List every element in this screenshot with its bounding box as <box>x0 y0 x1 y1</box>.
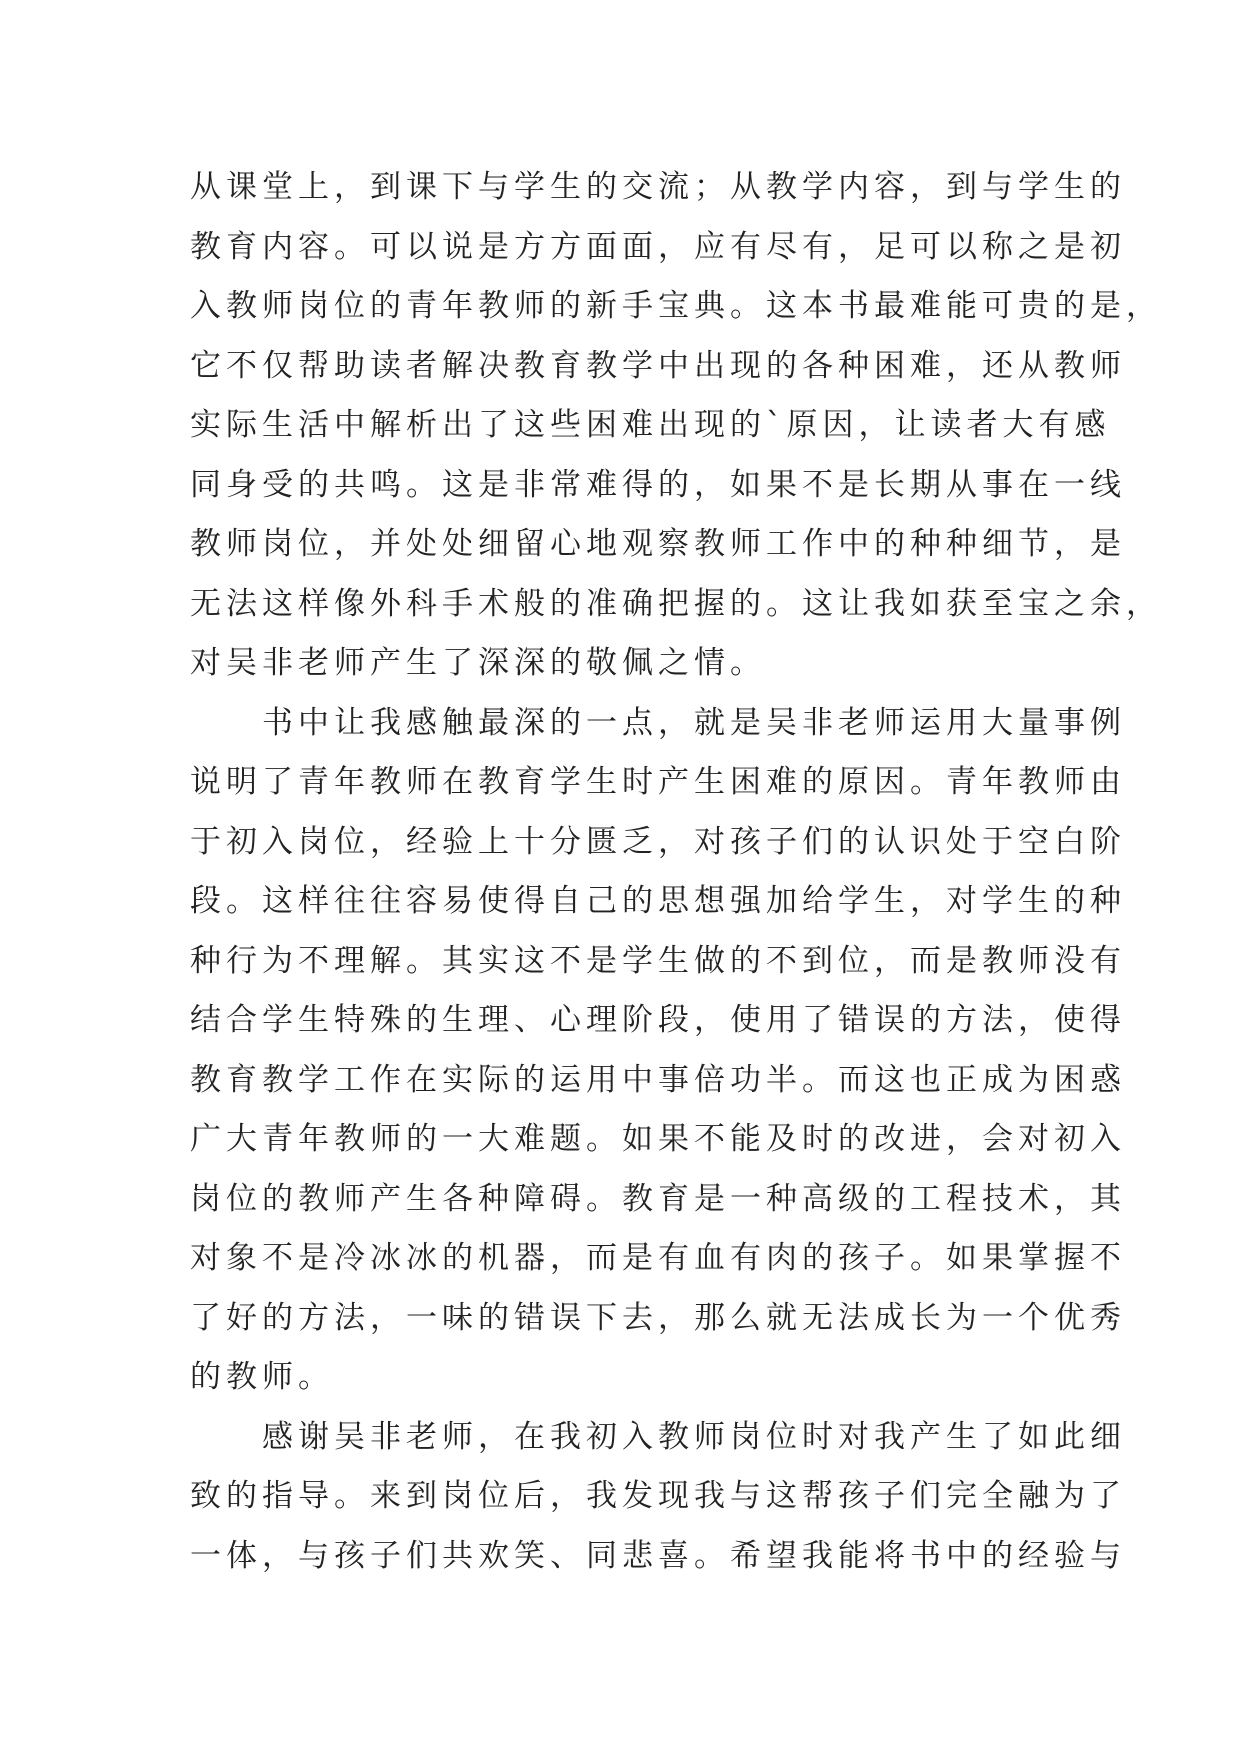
text-line: 于初入岗位，经验上十分匮乏，对孩子们的认识处于空白阶 <box>190 823 1126 860</box>
text-line: 一体，与孩子们共欢笑、同悲喜。希望我能将书中的经验与 <box>190 1537 1126 1574</box>
text-line: 教师岗位，并处处细留心地观察教师工作中的种种细节，是 <box>190 526 1126 562</box>
text-line: 岗位的教师产生各种障碍。教育是一种高级的工程技术，其 <box>190 1180 1126 1217</box>
text-line: 它不仅帮助读者解决教育教学中出现的各种困难，还从教师 <box>190 347 1126 384</box>
text-line: 从课堂上，到课下与学生的交流；从教学内容，到与学生的 <box>190 169 1126 205</box>
text-line: 对象不是冷冰冰的机器，而是有血有肉的孩子。如果掌握不 <box>190 1240 1126 1276</box>
text-line: 实际生活中解析出了这些困难出现的`原因，让读者大有感 <box>190 407 1111 443</box>
text-line: 种行为不理解。其实这不是学生做的不到位，而是教师没有 <box>190 942 1126 979</box>
text-line: 同身受的共鸣。这是非常难得的，如果不是长期从事在一线 <box>190 466 1126 503</box>
text-line: 广大青年教师的一大难题。如果不能及时的改进，会对初入 <box>190 1121 1126 1157</box>
text-line: 教育教学工作在实际的运用中事倍功半。而这也正成为困惑 <box>190 1061 1126 1098</box>
body-text <box>190 158 1162 1586</box>
text-line: 书中让我感触最深的一点，就是吴非老师运用大量事例 <box>190 704 1126 741</box>
text-line: 段。这样往往容易使得自己的思想强加给学生，对学生的种 <box>190 883 1126 919</box>
text-line: 无法这样像外科手术般的准确把握的。这让我如获至宝之余， <box>190 585 1162 622</box>
text-line: 致的指导。来到岗位后，我发现我与这帮孩子们完全融为了 <box>190 1478 1126 1514</box>
text-line: 的教师。 <box>190 1359 334 1395</box>
text-line: 结合学生特殊的生理、心理阶段，使用了错误的方法，使得 <box>190 1002 1126 1038</box>
text-line: 感谢吴非老师，在我初入教师岗位时对我产生了如此细 <box>190 1418 1126 1455</box>
text-line: 对吴非老师产生了深深的敬佩之情。 <box>190 645 766 681</box>
text-line: 入教师岗位的青年教师的新手宝典。这本书最难能可贵的是， <box>190 288 1162 324</box>
text-line: 了好的方法，一味的错误下去，那么就无法成长为一个优秀 <box>190 1299 1126 1336</box>
text-line: 教育内容。可以说是方方面面，应有尽有，足可以称之是初 <box>190 228 1126 265</box>
text-line: 说明了青年教师在教育学生时产生困难的原因。青年教师由 <box>190 764 1126 800</box>
